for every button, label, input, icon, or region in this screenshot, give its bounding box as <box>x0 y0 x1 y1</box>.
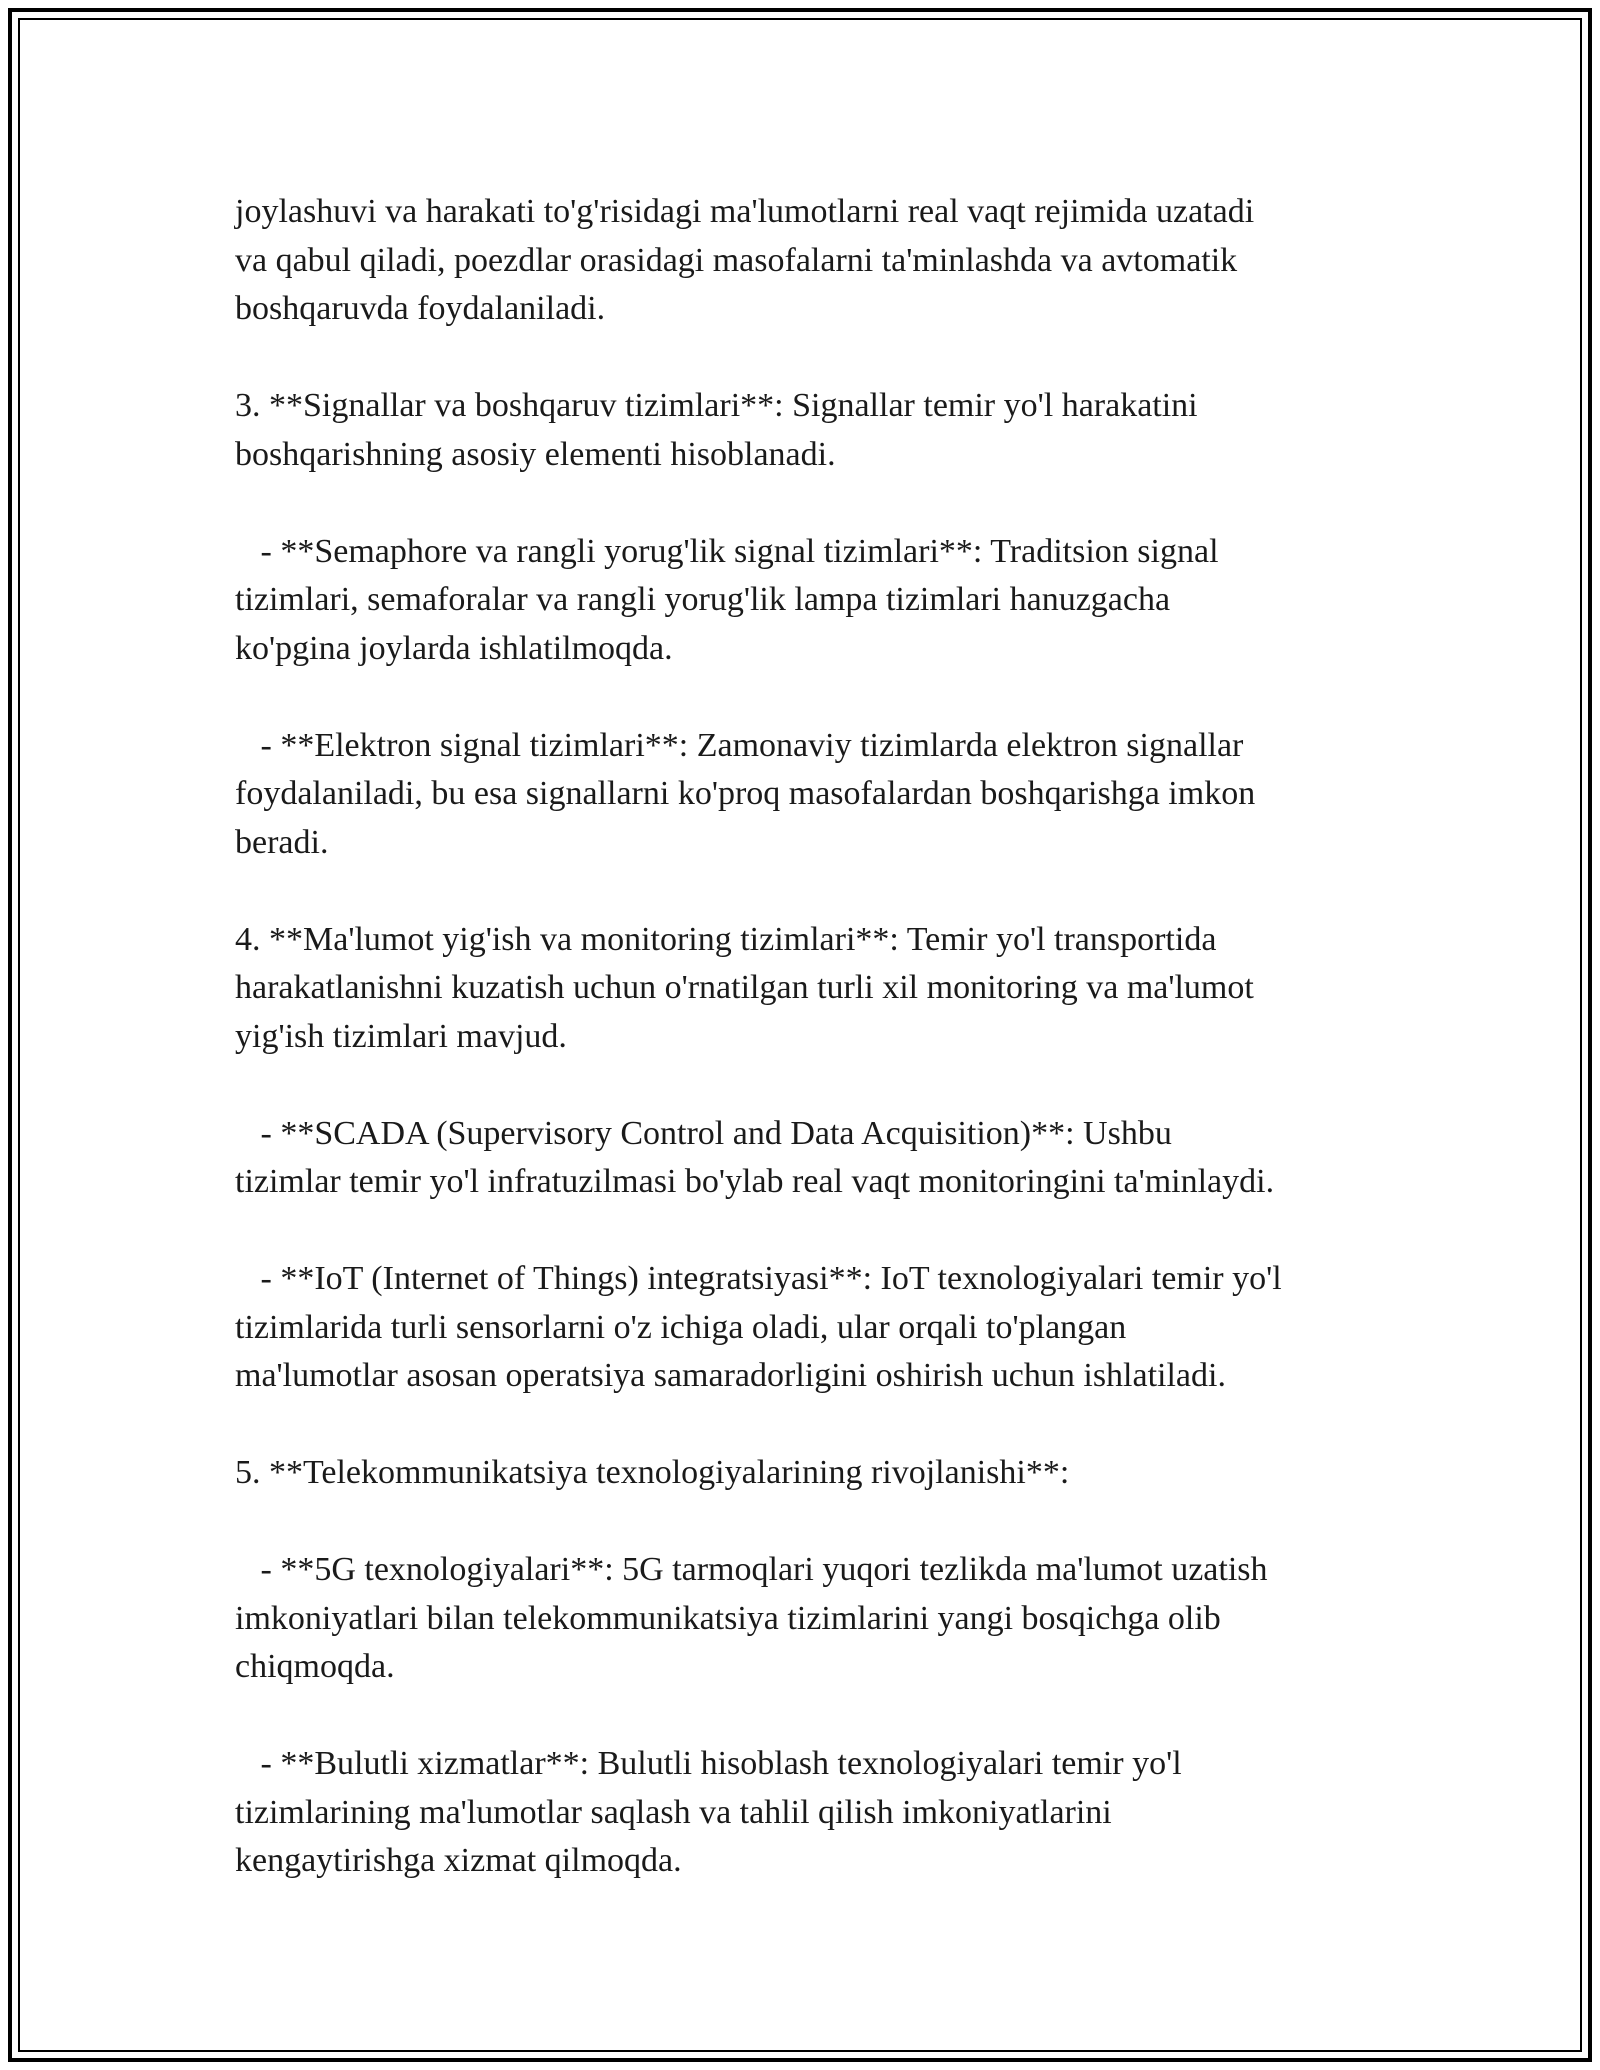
paragraph-continuation: joylashuvi va harakati to'g'risidagi ma'lumotlarni real vaqt rejimida uzatadi va qabul qiladi, poezdlar orasidagi masofalarni ta'minlashda va avtomatik boshqaruvda foydalaniladi. <box>235 193 1255 327</box>
paragraph-item-5: 5. **Telekommunikatsiya texnologiyalarining rivojlanishi**: <box>235 1454 1070 1491</box>
paragraph-subitem-scada: - **SCADA (Supervisory Control and Data Acquisition)**: Ushbu tizimlar temir yo'l infratuzilmasi bo'ylab real vaqt monitoringini ta'minlaydi. <box>235 1114 1275 1200</box>
paragraph-subitem-iot: - **IoT (Internet of Things) integratsiyasi**: IoT texnologiyalari temir yo'l tizimlarida turli sensorlarni o'z ichiga oladi, ular orqali to'plangan ma'lumotlar asosan operatsiya samaradorligini oshirish uchun ishlatiladi. <box>235 1260 1282 1394</box>
paragraph-item-3: 3. **Signallar va boshqaruv tizimlari**: Signallar temir yo'l harakatini boshqarishning asosiy elementi hisoblanadi. <box>235 387 1198 473</box>
paragraph-subitem-semaphore: - **Semaphore va rangli yorug'lik signal tizimlari**: Traditsion signal tizimlari, semaforalar va rangli yorug'lik lampa tizimlari hanuzgacha ko'pgina joylarda ishlatilmoqda. <box>235 532 1219 667</box>
document-body <box>235 188 1385 1886</box>
paragraph-subitem-electronic: - **Elektron signal tizimlari**: Zamonaviy tizimlarda elektron signallar foydalaniladi, bu esa signallarni ko'proq masofalardan boshqarishga imkon beradi. <box>235 726 1256 861</box>
paragraph-item-4: 4. **Ma'lumot yig'ish va monitoring tizimlari**: Temir yo'l transportida harakatlanishni kuzatish uchun o'rnatilgan turli xil monitoring va ma'lumot yig'ish tizimlari mavjud. <box>235 920 1254 1055</box>
paragraph-subitem-cloud: - **Bulutli xizmatlar**: Bulutli hisoblash texnologiyalari temir yo'l tizimlarining ma'lumotlar saqlash va tahlil qilish imkoniyatlarini kengaytirishga xizmat qilmoqda. <box>235 1745 1182 1879</box>
paragraph-subitem-5g: - **5G texnologiyalari**: 5G tarmoqlari yuqori tezlikda ma'lumot uzatish imkoniyatlari bilan telekommunikatsiya tizimlarini yangi bosqichga olib chiqmoqda. <box>235 1551 1268 1685</box>
